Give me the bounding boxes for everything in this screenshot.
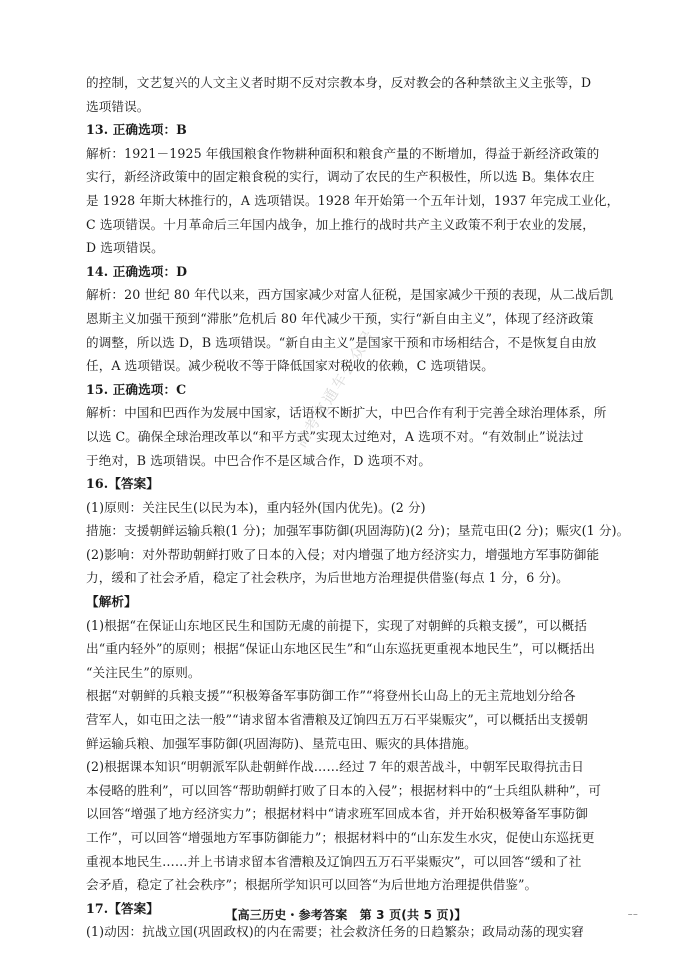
text-line: 会矛盾，稳定了社会秩序”；根据所学知识可以回答“为后世地方治理提供借鉴”。 xyxy=(86,877,538,893)
text-line: 是 1928 年斯大林推行的，A 选项错误。1928 年开始第一个五年计划，1937 年完成工业化， xyxy=(86,192,620,208)
text-line: (1)根据“在保证山东地区民生和国防无虞的前提下，实现了对朝鲜的兵粮支援”，可以概括 xyxy=(86,617,587,633)
corner-mark: ⁻⁻ xyxy=(627,912,638,923)
text-line: 解析：1921－1925 年俄国粮食作物耕种面积和粮食产量的不断增加，得益于新经济政策的 xyxy=(86,145,600,161)
question-14-answer: 14. 正确选项：D xyxy=(86,263,188,279)
text-line: 解析：20 世纪 80 年代以来，西方国家减少对富人征税，是国家减少干预的表现，从二战后凯 xyxy=(86,287,614,303)
text-line: D 选项错误。 xyxy=(86,240,164,256)
question-15-answer: 15. 正确选项：C xyxy=(86,381,187,397)
question-13-answer: 13. 正确选项：B xyxy=(86,122,187,138)
text-line: (2)影响：对外帮助朝鲜打败了日本的入侵；对内增强了地方经济实力，增强地方军事防御能 xyxy=(86,546,600,562)
text-line: 解析：中国和巴西作为发展中国家，话语权不断扩大，中巴合作有利于完善全球治理体系，所 xyxy=(86,405,607,421)
text-line: 根据“对朝鲜的兵粮支援”“积极筹备军事防御工作”“将登州长山岛上的无主荒地划分给各 xyxy=(86,688,576,704)
text-line: 恩斯主义加强干预到“滞胀”危机后 80 年代减少干预，实行“新自由主义”，体现了经济政策 xyxy=(86,310,594,326)
page-footer: 【高三历史・参考答案 第 3 页(共 5 页)】 xyxy=(225,908,467,922)
text-line: (1)动因：抗战立国(巩固政权)的内在需要；社会救济任务的日趋繁杂；政局动荡的现实窘 xyxy=(86,924,584,940)
question-16-answer-label: 16.【答案】 xyxy=(86,476,159,492)
text-line: (2)根据课本知识“明朝派军队赴朝鲜作战……经过 7 年的艰苦战斗，中朝军民取得抗击日 xyxy=(86,759,584,775)
text-line: 以选 C。确保全球治理改革以“和平方式”实现太过绝对，A 选项不对。“有效制止”说法过 xyxy=(86,428,584,444)
text-line: (1)原则：关注民生(以民为本)，重内轻外(国内优先)。(2 分) xyxy=(86,499,426,515)
text-line: 鲜运输兵粮、加强军事防御(巩固海防)、垦荒屯田、赈灾的具体措施。 xyxy=(86,735,477,751)
text-line: C 选项错误。十月革命后三年国内战争，加上推行的战时共产主义政策不利于农业的发展， xyxy=(86,216,595,232)
text-line: 措施：支援朝鲜运输兵粮(1 分)；加强军事防御(巩固海防)(2 分)；垦荒屯田(2 分)；赈灾(1 分)。 xyxy=(86,523,630,539)
text-line: 的控制，文艺复兴的人文主义者时期不反对宗教本身，反对教会的各种禁欲主义主张等，D xyxy=(86,75,592,90)
text-line: 于绝对，B 选项错误。中巴合作不是区域合作，D 选项不对。 xyxy=(86,452,432,468)
text-line: 的调整，所以选 D，B 选项错误。“新自由主义”是国家干预和市场相结合，不是恢复自由放 xyxy=(86,334,597,350)
watermark: 高考直通车公众号 xyxy=(291,325,380,451)
answer-text xyxy=(86,71,646,944)
text-line: 任，A 选项错误。减少税收不等于降低国家对税收的依赖，C 选项错误。 xyxy=(86,358,494,374)
text-line: “关注民生”的原则。 xyxy=(86,664,201,680)
text-line: 重视本地民生……并上书请求留本省漕粮及辽饷四五万石平粜赈灾”，可以回答“缓和了社 xyxy=(86,853,582,869)
text-line: 实行，新经济政策中的固定粮食税的实行，调动了农民的生产积极性，所以选 B。集体农庄 xyxy=(86,169,595,185)
text-line: 本侵略的胜利”，可以回答“帮助朝鲜打败了日本的入侵”；根据材料中的“士兵组队耕种”，可 xyxy=(86,782,602,798)
text-line: 力，缓和了社会矛盾，稳定了社会秩序，为后世地方治理提供借鉴(每点 1 分，6 分)。 xyxy=(86,570,569,586)
text-line: 营军人，如屯田之法一般”“请求留本省漕粮及辽饷四五万石平粜赈灾”，可以概括出支援朝 xyxy=(86,712,588,728)
analysis-label: 【解析】 xyxy=(86,594,137,610)
text-line: 工作”，可以回答“增强地方军事防御能力”；根据材料中的“山东发生水灾，促使山东巡抚更 xyxy=(86,830,595,845)
text-line: 选项错误。 xyxy=(86,98,150,114)
question-17-answer-label: 17.【答案】 xyxy=(86,900,159,916)
text-line: 以回答“增强了地方经济实力”；根据材料中“请求班军回成本省，并开始积极筹备军事防御 xyxy=(86,806,588,822)
text-line: 出“重内轻外”的原则；根据“保证山东地区民生”和“山东巡抚更重视本地民生”，可以概括出 xyxy=(86,641,595,657)
